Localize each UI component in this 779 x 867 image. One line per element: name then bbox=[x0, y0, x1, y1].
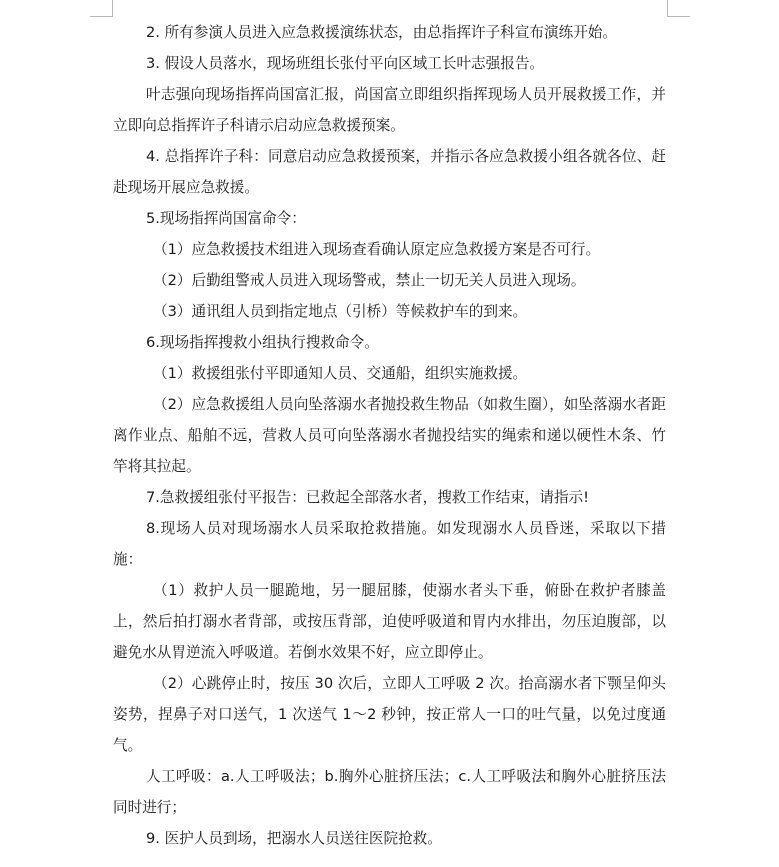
paragraph-step-6: 6.现场指挥搜救小组执行搜救命令。 bbox=[146, 334, 379, 351]
paragraph-step-3: 3. 假设人员落水，现场班组长张付平向区域工长叶志强报告。 bbox=[146, 55, 545, 72]
paragraph-step-5-item-2: （2）后勤组警戒人员进入现场警戒，禁止一切无关人员进入现场。 bbox=[153, 272, 586, 289]
paragraph-step-6-item-1: （1）救援组张付平即通知人员、交通船，组织实施救援。 bbox=[153, 365, 528, 382]
paragraph-report: 叶志强向现场指挥尚国富汇报，尚国富立即组织指挥现场人员开展救援工作，并立即向总指挥许子科请示启动应急救援预案。 bbox=[113, 86, 666, 134]
document-body bbox=[113, 17, 666, 854]
paragraph-step-8-item-1: （1）救护人员一腿跪地，另一腿屈膝，使溺水者头下垂，俯卧在救护者膝盖上，然后拍打溺水者背部，或按压背部，迫使呼吸道和胃内水排出，勿压迫腹部，以避免水从胃逆流入呼吸道。若倒水效果不好，应立即停止。 bbox=[113, 582, 666, 661]
paragraph-step-6-item-2: （2）应急救援组人员向坠落溺水者抛投救生物品（如救生圈），如坠落溺水者距离作业点、船舶不远，营救人员可向坠落溺水者抛投结实的绳索和递以硬性木条、竹竿将其拉起。 bbox=[113, 396, 666, 475]
paragraph-step-4: 4. 总指挥许子科：同意启动应急救援预案，并指示各应急救援小组各就各位、赶赴现场开展应急救援。 bbox=[113, 148, 666, 196]
paragraph-step-2: 2. 所有参演人员进入应急救援演练状态，由总指挥许子科宣布演练开始。 bbox=[146, 24, 617, 41]
page-corner-mark-right bbox=[667, 0, 690, 17]
page-corner-mark-left bbox=[90, 0, 113, 17]
paragraph-step-9: 9. 医护人员到场，把溺水人员送往医院抢救。 bbox=[146, 830, 442, 847]
paragraph-step-5-item-1: （1）应急救援技术组进入现场查看确认原定应急救援方案是否可行。 bbox=[153, 241, 601, 258]
paragraph-artificial-respiration: 人工呼吸：a.人工呼吸法；b.胸外心脏挤压法；c.人工呼吸法和胸外心脏挤压法同时进行； bbox=[113, 768, 666, 816]
paragraph-step-8: 8.现场人员对现场溺水人员采取抢救措施。如发现溺水人员昏迷，采取以下措施： bbox=[113, 520, 666, 568]
paragraph-step-5-item-3: （3）通讯组人员到指定地点（引桥）等候救护车的到来。 bbox=[153, 303, 528, 320]
paragraph-step-7: 7.急救援组张付平报告：已救起全部落水者，搜救工作结束，请指示! bbox=[146, 489, 589, 506]
paragraph-step-5: 5.现场指挥尚国富命令： bbox=[146, 210, 306, 227]
paragraph-step-8-item-2: （2）心跳停止时，按压 30 次后，立即人工呼吸 2 次。抬高溺水者下颚呈仰头姿势，捏鼻子对口送气，1 次送气 1～2 秒钟，按正常人一口的吐气量，以免过度通气。 bbox=[113, 675, 666, 754]
